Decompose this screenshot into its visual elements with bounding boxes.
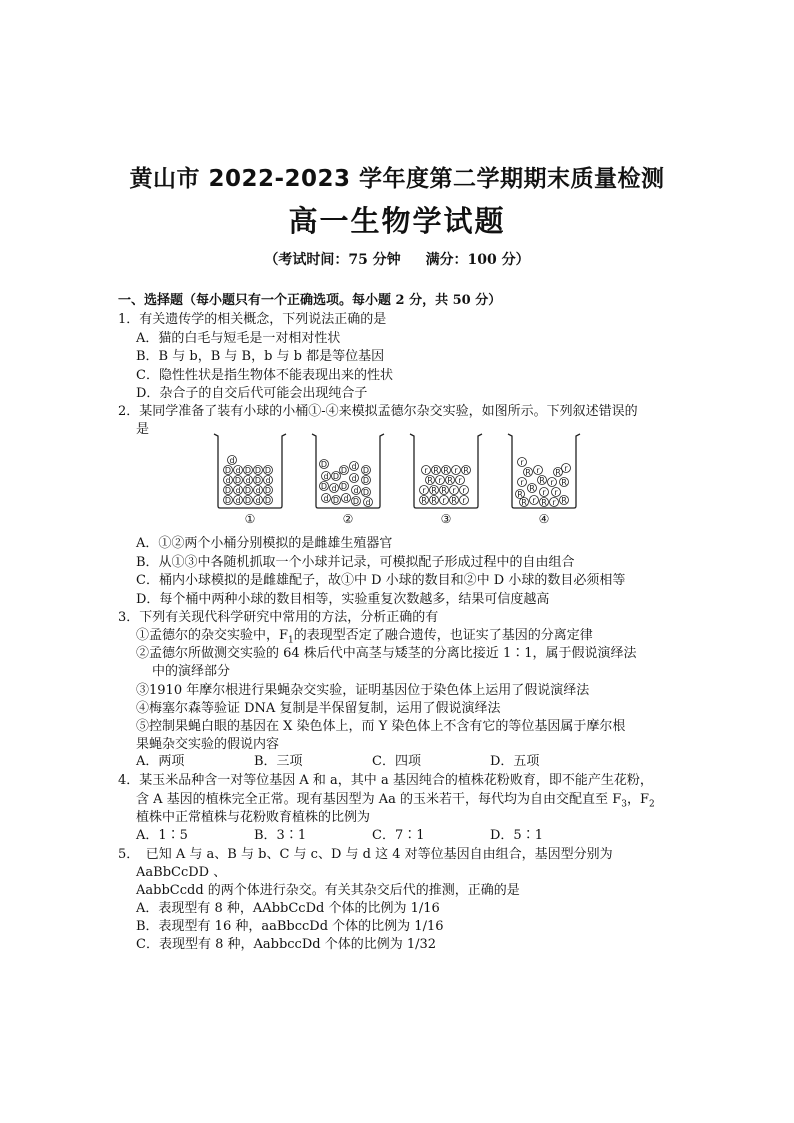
exam-time: （考试时间：75 分钟	[264, 252, 401, 268]
svg-text:D: D	[244, 496, 252, 505]
svg-text:R: R	[451, 496, 457, 505]
svg-text:r: r	[564, 464, 568, 473]
svg-text:D: D	[352, 497, 360, 506]
svg-text:d: d	[265, 476, 271, 485]
svg-text:D: D	[224, 466, 232, 475]
svg-text:D: D	[332, 472, 340, 481]
svg-text:R: R	[427, 476, 433, 485]
q2-stem-cont: 是	[136, 422, 150, 437]
q3-options	[136, 753, 539, 771]
q3-option-d: D．五项	[490, 754, 540, 769]
svg-text:R: R	[421, 496, 427, 505]
q2-option-a: A．①②两个小桶分别模拟的是雌雄生殖器官	[136, 536, 393, 551]
q3-item-3: ③1910 年摩尔根进行果蝇杂交实验，证明基因位于染色体上运用了假说演绎法	[136, 683, 590, 698]
svg-text:r: r	[542, 488, 546, 497]
q4-stem-cont-a: 含 A 基因的植株完全正常。现有基因型为 Aa 的玉米若干，每代均为自由交配直至 F	[136, 792, 622, 807]
svg-text:R: R	[447, 476, 453, 485]
svg-text:R: R	[433, 466, 439, 475]
q1-option-d: D．杂合子的自交后代可能会出现纯合子	[136, 386, 368, 401]
q3-option-b: B．三项	[254, 754, 303, 769]
svg-text:d: d	[255, 496, 261, 505]
q2-option-b: B．从①③中各随机抓取一个小球并记录，可模拟配子形成过程中的自由组合	[136, 555, 575, 570]
q4-option-c: C．7∶1	[372, 828, 425, 843]
svg-text:r: r	[442, 496, 446, 505]
svg-text:D: D	[332, 496, 340, 505]
svg-text:r: r	[454, 466, 458, 475]
svg-text:D: D	[264, 466, 272, 475]
svg-text:D: D	[254, 466, 262, 475]
svg-text:D: D	[254, 476, 262, 485]
svg-text:d: d	[245, 476, 251, 485]
svg-text:D: D	[264, 496, 272, 505]
svg-text:R: R	[561, 478, 567, 487]
q5-stem: 5． 已知 A 与 a、B 与 b、C 与 c、D 与 d 这 4 对等位基因自由组合，基因型分别为	[118, 847, 613, 862]
beaker-4-drawing	[504, 430, 584, 510]
q3-item-5: ⑤控制果蝇白眼的基因在 X 染色体上，而 Y 染色体上不含有它的等位基因属于摩尔根	[136, 719, 626, 734]
svg-text:D: D	[320, 460, 328, 469]
q5-stem-cont-2: AabbCcdd 的两个体进行杂交。有关其杂交后代的推测，正确的是	[136, 883, 520, 898]
svg-text:r: r	[520, 478, 524, 487]
q3-item-1-b: 的表现型否定了融合遗传，也证实了基因的分离定律	[293, 628, 593, 643]
q3-item-1-a: ①孟德尔的杂交实验中，F	[136, 628, 289, 643]
beaker-4	[504, 430, 584, 530]
q4-sub-f3: 3	[621, 799, 627, 810]
svg-text:D: D	[264, 486, 272, 495]
q1-stem: 1．有关遗传学的相关概念，下列说法正确的是	[118, 312, 387, 327]
svg-text:R: R	[431, 496, 437, 505]
q5-stem-cont: AaBbCcDD 、	[136, 865, 227, 880]
svg-text:d: d	[235, 486, 241, 495]
svg-text:R: R	[443, 466, 449, 475]
svg-text:D: D	[320, 482, 328, 491]
svg-text:R: R	[561, 496, 567, 505]
beaker-2-drawing	[308, 430, 388, 510]
svg-text:R: R	[525, 468, 531, 477]
svg-text:r: r	[552, 498, 556, 507]
svg-text:d: d	[365, 498, 371, 507]
q3-option-c: C．四项	[372, 754, 421, 769]
section-heading: 一、选择题（每小题只有一个正确选项。每小题 2 分，共 50 分）	[118, 293, 502, 308]
svg-text:D: D	[224, 486, 232, 495]
svg-text:d: d	[255, 486, 261, 495]
q1-option-a: A．猫的白毛与短毛是一对相对性状	[136, 331, 341, 346]
q1-option-b: B．B 与 b，B 与 B，b 与 b 都是等位基因	[136, 349, 385, 364]
svg-text:R: R	[541, 498, 547, 507]
svg-text:D: D	[362, 488, 370, 497]
q2-option-d: D．每个桶中两种小球的数目相等，实验重复次数越多，结果可信度越高	[136, 592, 550, 607]
q3-option-a: A．两项	[136, 754, 185, 769]
svg-text:d: d	[351, 462, 357, 471]
q3-item-2-cont: 中的演绎部分	[152, 664, 231, 679]
svg-text:d: d	[323, 494, 329, 503]
svg-text:r: r	[550, 478, 554, 487]
q5-option-a: A．表现型有 8 种，AAbbCcDd 个体的比例为 1/16	[136, 901, 440, 916]
q4-option-a: A．1∶5	[136, 828, 188, 843]
svg-text:D: D	[244, 486, 252, 495]
q4-option-b: B．3∶1	[254, 828, 307, 843]
svg-text:R: R	[441, 486, 447, 495]
beaker-2-label: ②	[342, 512, 354, 526]
q1-option-c: C．隐性性状是指生物体不能表现出来的性状	[136, 368, 393, 383]
q4-options	[136, 827, 543, 845]
q3-item-5-cont: 果蝇杂交实验的假说内容	[136, 737, 280, 752]
q3-stem: 3．下列有关现代科学研究中常用的方法，分析正确的有	[118, 610, 439, 625]
svg-text:r: r	[462, 486, 466, 495]
svg-text:D: D	[362, 466, 370, 475]
svg-text:r: r	[438, 476, 442, 485]
svg-text:D: D	[362, 476, 370, 485]
svg-text:r: r	[536, 466, 540, 475]
svg-text:d: d	[343, 494, 349, 503]
beaker-1-label: ①	[244, 512, 256, 526]
svg-text:r: r	[452, 486, 456, 495]
svg-text:D: D	[234, 476, 242, 485]
q4-sub-f2: 2	[648, 799, 655, 810]
exam-score: 满分：100 分）	[425, 252, 530, 268]
svg-text:R: R	[539, 476, 545, 485]
svg-text:R: R	[555, 468, 561, 477]
q4-stem-cont-b: ，F	[626, 792, 649, 807]
svg-text:r: r	[458, 476, 462, 485]
q3-item-1-sub: 1	[288, 635, 294, 646]
svg-text:R: R	[517, 490, 523, 499]
exam-title: 黄山市 2022-2023 学年度第二学期期末质量检测	[129, 166, 665, 192]
svg-text:d: d	[235, 466, 241, 475]
beaker-3-label: ③	[440, 512, 452, 526]
q4-stem: 4．某玉米品种含一对等位基因 A 和 a，其中 a 基因纯合的植株花粉败育，即不能产生花粉，	[118, 773, 653, 788]
svg-text:r: r	[422, 486, 426, 495]
svg-text:r: r	[532, 496, 536, 505]
svg-text:d: d	[323, 472, 329, 481]
svg-text:d: d	[229, 456, 235, 465]
svg-text:d: d	[225, 476, 231, 485]
svg-text:r: r	[424, 466, 428, 475]
svg-text:r: r	[520, 458, 524, 467]
q4-option-d: D．5∶1	[490, 828, 543, 843]
svg-text:r: r	[462, 496, 466, 505]
beaker-figure	[200, 430, 580, 530]
svg-text:r: r	[554, 488, 558, 497]
svg-text:d: d	[351, 474, 357, 483]
svg-text:R: R	[431, 486, 437, 495]
svg-text:d: d	[331, 484, 337, 493]
svg-text:d: d	[235, 496, 241, 505]
beaker-1	[210, 430, 290, 530]
q4-stem-cont-2: 植株中正常植株与花粉败育植株的比例为	[136, 810, 371, 825]
svg-text:R: R	[463, 466, 469, 475]
subject-title: 高一生物学试题	[288, 204, 506, 238]
beaker-3	[406, 430, 486, 530]
q5-option-c: C．表现型有 8 种，AabbccDd 个体的比例为 1/32	[136, 937, 437, 952]
svg-text:R: R	[521, 498, 527, 507]
beaker-3-drawing	[406, 430, 486, 510]
beaker-4-label: ④	[538, 512, 550, 526]
q5-option-b: B．表现型有 16 种，aaBbccDd 个体的比例为 1/16	[136, 919, 444, 934]
svg-text:D: D	[244, 466, 252, 475]
svg-text:D: D	[340, 466, 348, 475]
q2-option-c: C．桶内小球模拟的是雌雄配子，故①中 D 小球的数目和②中 D 小球的数目必须相等	[136, 573, 626, 588]
q2-stem: 2．某同学准备了装有小球的小桶①-④来模拟孟德尔杂交实验，如图所示。下列叙述错误的	[118, 404, 638, 419]
beaker-1-drawing	[210, 430, 290, 510]
beaker-2	[308, 430, 388, 530]
svg-text:D: D	[340, 482, 348, 491]
q3-item-4: ④梅塞尔森等验证 DNA 复制是半保留复制，运用了假说演绎法	[136, 701, 501, 716]
svg-text:D: D	[224, 496, 232, 505]
q3-item-2: ②孟德尔所做测交实验的 64 株后代中高茎与矮茎的分离比接近 1∶1，属于假说演绎法	[136, 646, 637, 661]
exam-info	[0, 249, 794, 269]
svg-text:R: R	[529, 484, 535, 493]
svg-text:d: d	[353, 486, 359, 495]
